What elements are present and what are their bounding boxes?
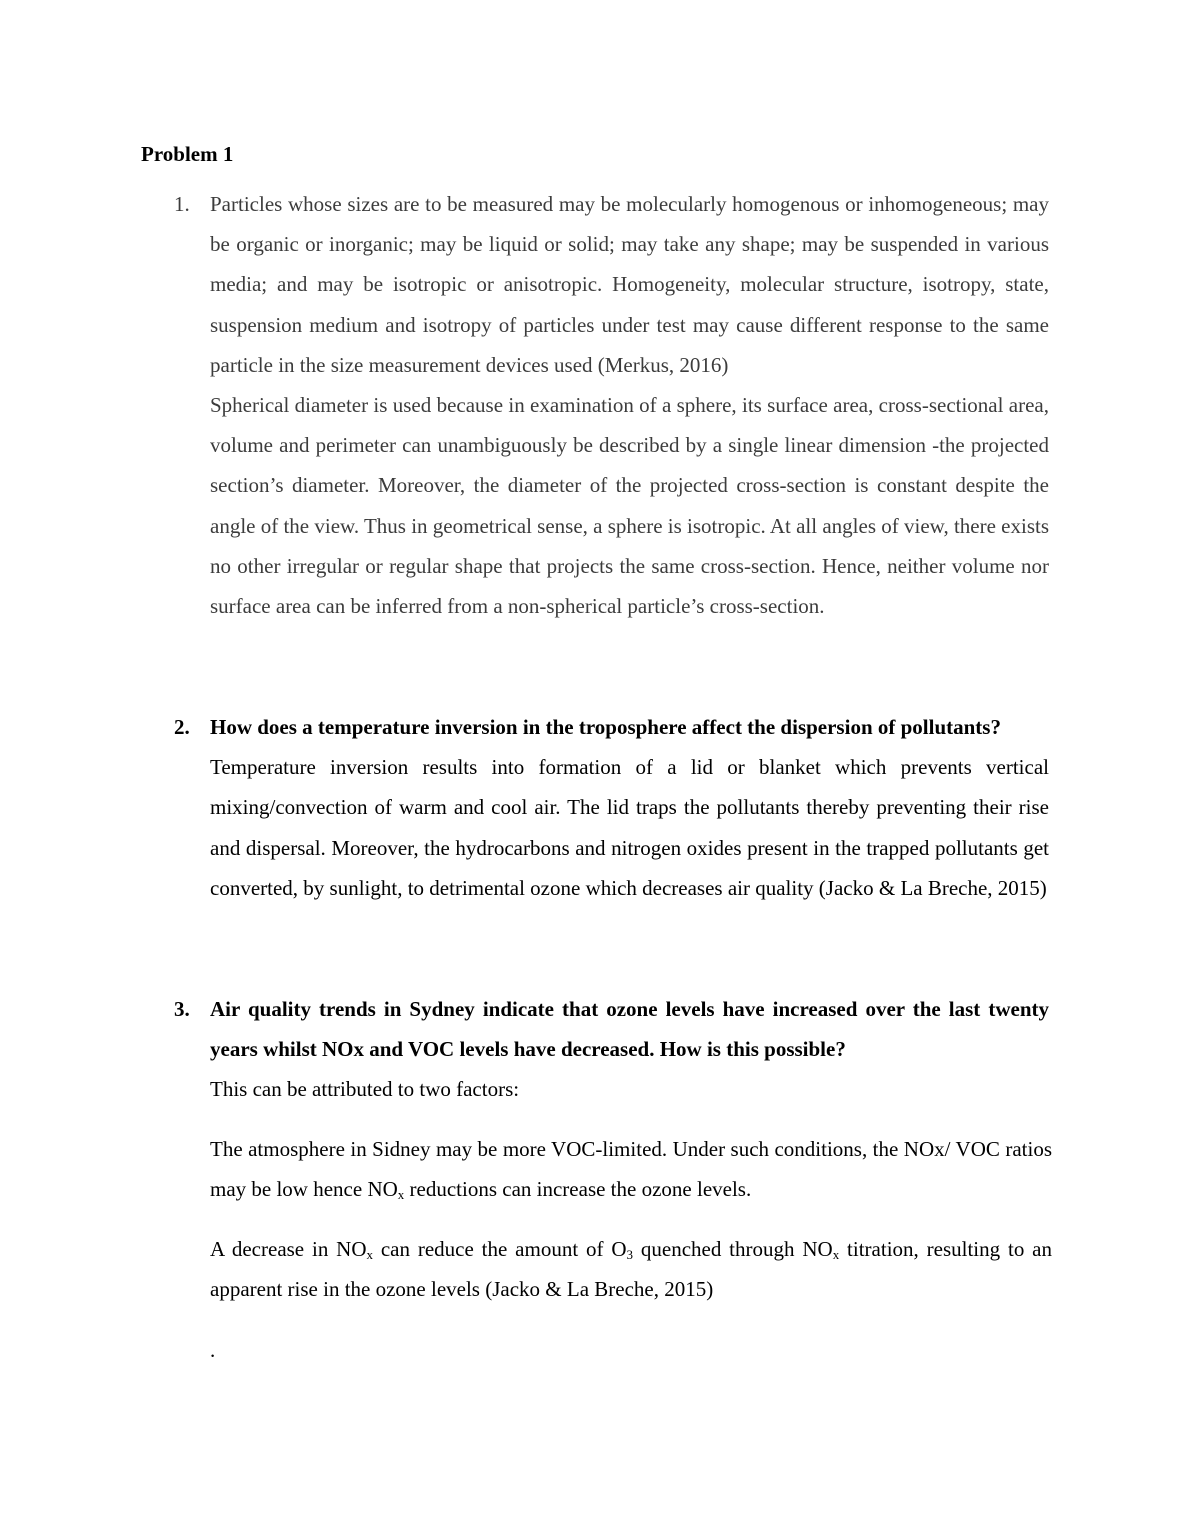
- factor-2-text-c: quenched through NO: [633, 1237, 833, 1261]
- item-2-answer: Temperature inversion results into formation of a lid or blanket which prevents vertical mixing/convection of warm and cool air. The lid traps the pollutants thereby preventing their rise and dispersal. Moreover, the hydrocarbons and nitrogen oxides present in the trapped pollutants get converted, by sunlight, to detrimental ozone which decreases air quality (Jacko & La Breche, 2015): [210, 755, 1049, 900]
- item-3-factor-1: [210, 1129, 1052, 1209]
- list-item-1: [174, 184, 1049, 626]
- factor-2-subscript-3: x: [832, 1247, 840, 1262]
- factor-2-text-a: A decrease in NO: [210, 1237, 367, 1261]
- list-number-2: 2.: [174, 715, 190, 739]
- item-3-intro: This can be attributed to two factors:: [210, 1077, 520, 1102]
- factor-1-subscript: x: [397, 1187, 405, 1203]
- item-2-question: How does a temperature inversion in the troposphere affect the dispersion of pollutants?: [210, 715, 1001, 739]
- item-3-factor-2: [210, 1229, 1052, 1309]
- factor-2-text-d: titration, resulting to an apparent rise in the ozone levels (Jacko & La Breche, 2015): [210, 1237, 1052, 1302]
- item-1-paragraph-2: Spherical diameter is used because in examination of a sphere, its surface area, cross-sectional area, volume and perimeter can unambiguously be described by a single linear dimension -the projected section’s diameter. Moreover, the diameter of the projected cross-section is constant despite the angle of the view. Thus in geometrical sense, a sphere is isotropic. At all angles of view, there exists no other irregular or regular shape that projects the same cross-section. Hence, neither volume nor surface area can be inferred from a non-spherical particle’s cross-section.: [210, 393, 1049, 619]
- trailing-period: .: [210, 1338, 216, 1362]
- factor-2-subscript-2: 3: [626, 1247, 634, 1262]
- factor-1-text-a: The atmosphere in Sidney may be more VOC-limited. Under such conditions, the NOx/ VOC ratios may be low hence NO: [210, 1137, 1052, 1202]
- page-title: Problem 1: [141, 142, 234, 166]
- list-number-1: 1.: [174, 192, 190, 216]
- list-item-2: [174, 707, 1049, 908]
- item-3-question: Air quality trends in Sydney indicate that ozone levels have increased over the last twenty years whilst NOx and VOC levels have decreased. How is this possible?: [210, 997, 1049, 1062]
- factor-1-text-b: reductions can increase the ozone levels.: [404, 1177, 752, 1202]
- factor-2-text-b: can reduce the amount of O: [373, 1237, 627, 1261]
- list-item-3: [174, 989, 1049, 1110]
- list-number-3: 3.: [174, 997, 190, 1021]
- factor-2-subscript-1: x: [366, 1247, 373, 1262]
- item-1-paragraph-1: Particles whose sizes are to be measured may be molecularly homogenous or inhomogeneous; may be organic or inorganic; may be liquid or solid; may take any shape; may be suspended in various media; and may be isotropic or anisotropic. Homogeneity, molecular structure, isotropy, state, suspension medium and isotropy of particles under test may cause different response to the same particle in the size measurement devices used (Merkus, 2016): [210, 192, 1049, 377]
